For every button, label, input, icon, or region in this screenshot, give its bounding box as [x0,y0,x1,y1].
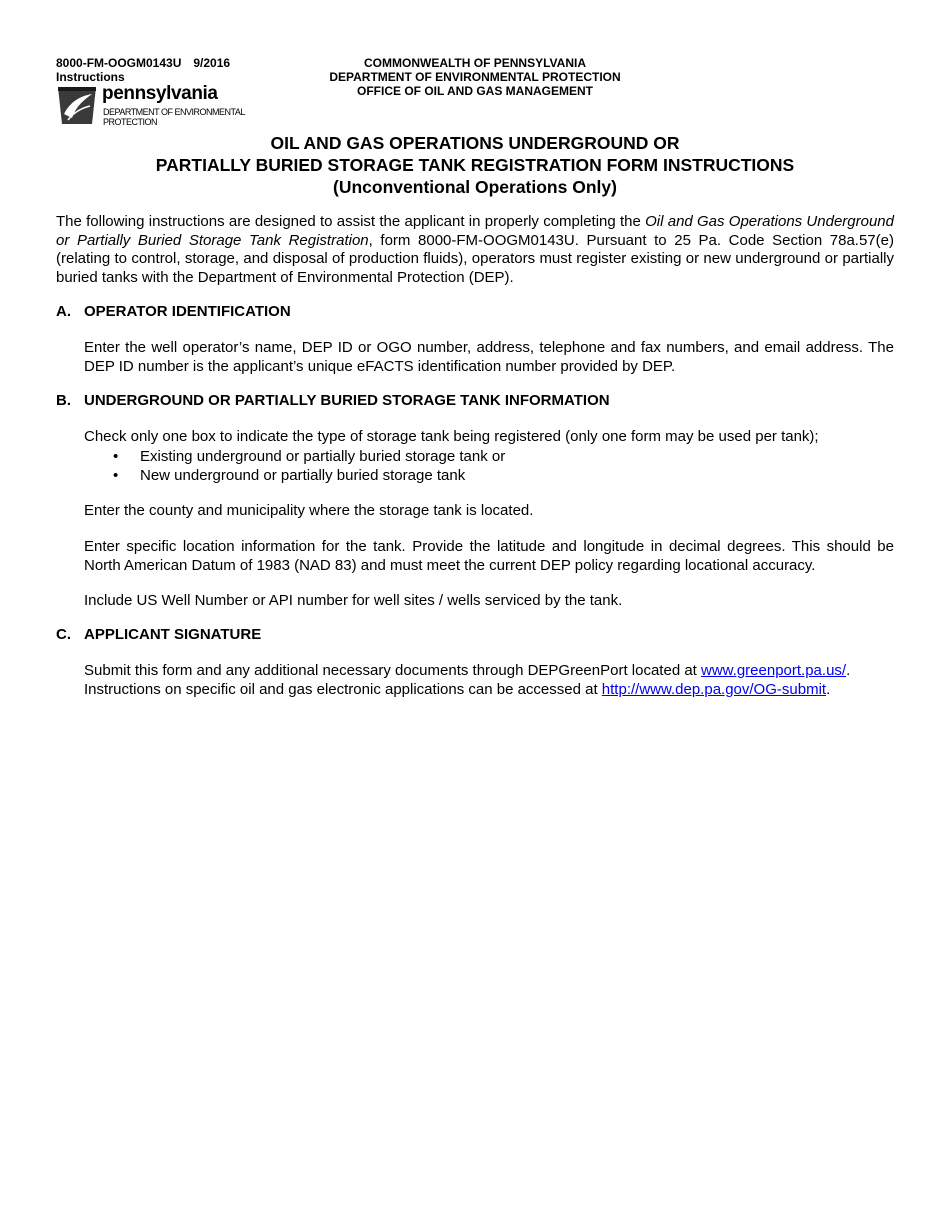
title-line: (Unconventional Operations Only) [333,177,617,197]
pa-dep-logo [56,84,256,128]
section-b-well-text: Include US Well Number or API number for well sites / wells serviced by the tank. [84,592,623,609]
section-c-heading: C. APPLICANT SIGNATURE [56,626,262,643]
doc-type: Instructions [56,70,125,84]
title-line: PARTIALLY BURIED STORAGE TANK REGISTRATION FORM INSTRUCTIONS [155,155,795,175]
form-number: 8000-FM-OOGM0143U [56,56,182,70]
agency-line: OFFICE OF OIL AND GAS MANAGEMENT [357,84,593,98]
agency-header [300,56,650,98]
section-c-text: Submit this form and any additional necessary documents through DEPGreenPort located at www.greenport.pa.us/. Instructions on specific oil and gas electronic applications can be accessed at http://www.dep.pa.gov/OG-submit. [84,662,851,698]
form-identifier [56,56,230,84]
title-line: OIL AND GAS OPERATIONS UNDERGROUND OR [270,133,680,153]
form-title-italic: Oil and Gas Operations Underground or Partially Buried Storage Tank Registration [56,213,894,249]
list-item: • New underground or partially buried storage tank [113,467,466,484]
tank-type-list [84,447,894,485]
section-b-county-text: Enter the county and municipality where the storage tank is located. [84,502,534,519]
og-submit-link[interactable]: http://www.dep.pa.gov/OG-submit [601,680,827,698]
form-date: 9/2016 [193,56,231,70]
agency-line: COMMONWEALTH OF PENNSYLVANIA [364,56,586,70]
greenport-link[interactable]: www.greenport.pa.us/ [701,662,847,679]
list-item: • Existing underground or partially buried storage tank or [113,448,506,465]
document-title [56,132,894,198]
agency-line: DEPARTMENT OF ENVIRONMENTAL PROTECTION [329,70,621,84]
section-b-location-text: Enter specific location information for the tank. Provide the latitude and longitude in decimal degrees. This should be North American Datum of 1983 (NAD 83) and must meet the current DEP policy regarding locational accuracy. [84,538,894,574]
section-b-check-text: Check only one box to indicate the type of storage tank being registered (only one form may be used per tank); [84,428,819,445]
logo-subtitle: DEPARTMENT OF ENVIRONMENTAL PROTECTION [103,107,245,127]
section-a-text: Enter the well operator’s name, DEP ID or OGO number, address, telephone and fax numbers, and email address. The DEP ID number is the applicant’s unique eFACTS identification number provided by DEP. [84,339,894,375]
keystone-logo-icon [56,84,98,126]
section-b-heading: B. UNDERGROUND OR PARTIALLY BURIED STORAGE TANK INFORMATION [56,392,610,409]
section-a-heading: A. OPERATOR IDENTIFICATION [56,303,291,320]
logo-name: pennsylvania [102,83,218,104]
intro-paragraph: The following instructions are designed to assist the applicant in properly completing the Oil and Gas Operations Underground or Partially Buried Storage Tank Registration, form 8000-FM-OOGM0143U. Pursuant to 25 Pa. Code Section 78a.57(e) (relating to control, storage, and disposal of production fluids), operators must register existing or new underground or partially buried tanks with the Department of Environmental Protection (DEP). [56,213,894,286]
